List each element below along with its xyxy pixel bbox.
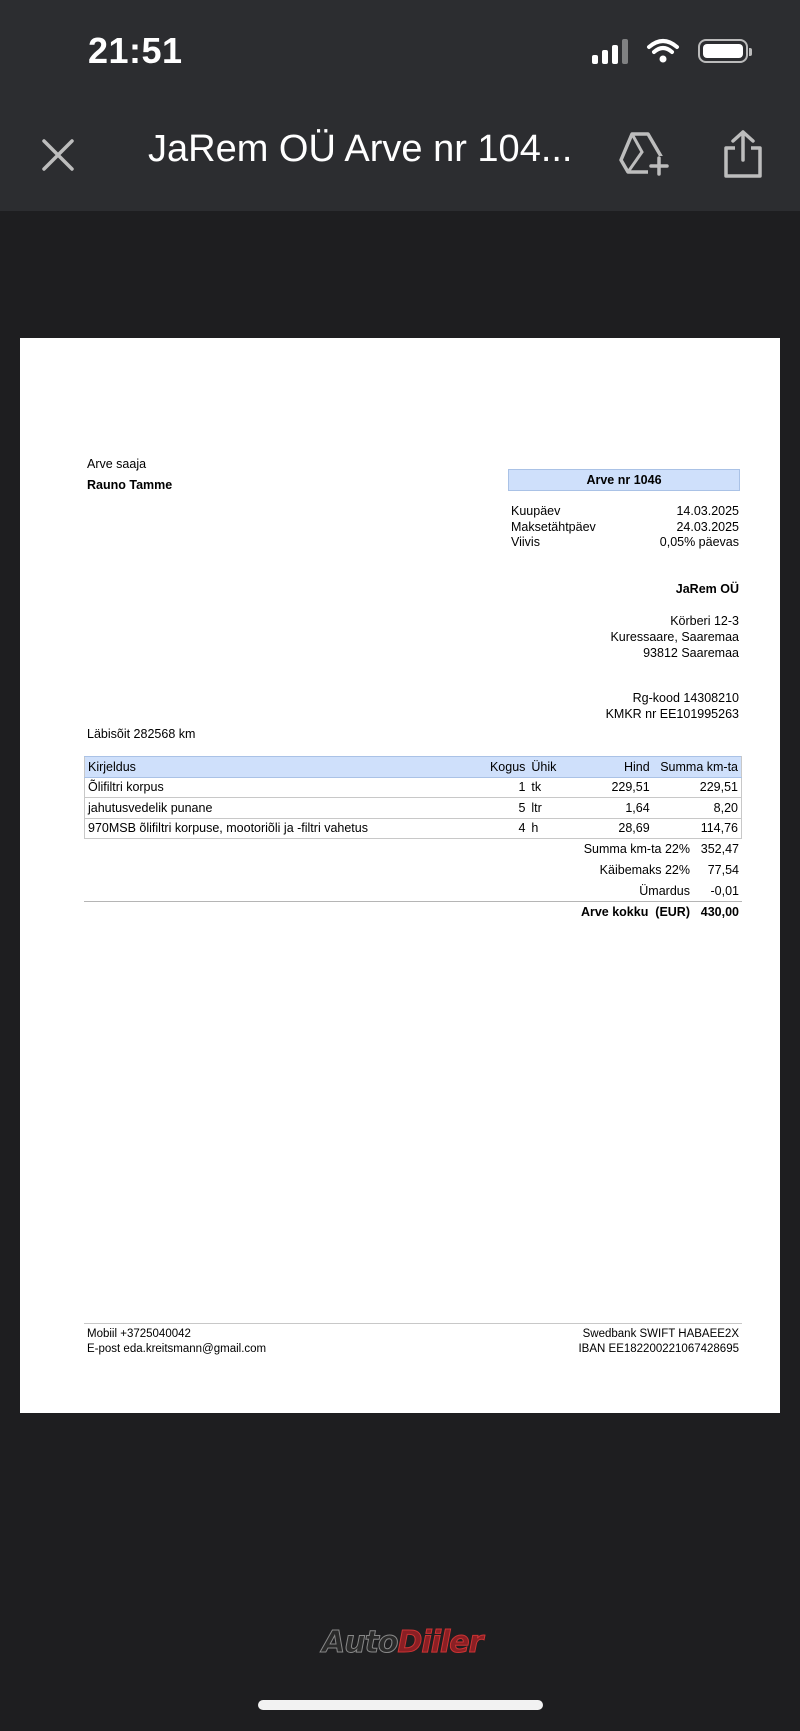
item-quantity: 5	[485, 798, 529, 819]
meta-value: 24.03.2025	[676, 519, 739, 534]
footer-swift: Swedbank SWIFT HABAEE2X	[582, 1328, 739, 1340]
table-row	[85, 777, 742, 798]
footer-bank	[500, 1327, 739, 1356]
total-row-rounding	[400, 881, 742, 902]
column-header: Summa km-ta	[653, 757, 742, 778]
item-description: jahutusvedelik punane	[85, 798, 485, 819]
meta-value: 0,05% päevas	[659, 535, 739, 549]
total-row-net	[400, 839, 742, 860]
item-price: 229,51	[592, 777, 653, 798]
top-app-bar	[0, 0, 800, 211]
footer-email: E-post eda.kreitsmann@gmail.com	[87, 1342, 267, 1355]
status-time: 21:51	[88, 30, 183, 71]
item-description: 970MSB õlifiltri korpuse, mootoriõli ja -filtri vahetus	[85, 818, 485, 839]
status-icons	[592, 38, 748, 64]
company-registration	[540, 690, 739, 722]
meta-value: 14.03.2025	[676, 504, 739, 518]
wifi-icon	[646, 38, 680, 64]
total-label: Ümardus	[639, 884, 690, 898]
share-icon[interactable]	[720, 128, 766, 180]
total-label: Summa km-ta 22%	[583, 842, 690, 856]
footer-contact	[87, 1327, 266, 1356]
meta-row-date	[511, 504, 739, 520]
item-price: 1,64	[592, 798, 653, 819]
total-label: Käibemaks 22%	[599, 863, 690, 877]
battery-icon	[698, 39, 748, 63]
item-quantity: 4	[485, 818, 529, 839]
total-value: 352,47	[700, 842, 739, 856]
item-sum: 114,76	[653, 818, 742, 839]
address-line: Kuressaare, Saaremaa	[610, 630, 739, 644]
meta-row-penalty	[511, 535, 739, 551]
vat-number: KMKR nr EE101995263	[605, 707, 739, 721]
total-value: 77,54	[707, 863, 739, 877]
meta-row-due-date	[511, 520, 739, 536]
document-title: JaRem OÜ Arve nr 104...	[148, 128, 573, 170]
watermark-part: Auto	[322, 1625, 398, 1660]
recipient-name: Rauno Tamme	[87, 478, 173, 492]
meta-label: Kuupäev	[511, 504, 561, 518]
invoice-number-title: Arve nr 1046	[508, 469, 740, 491]
reg-code: Rg-kood 14308210	[632, 691, 739, 705]
invoice-totals	[400, 839, 742, 902]
mileage: Läbisõit 282568 km	[87, 727, 196, 741]
item-unit: tk	[528, 777, 591, 798]
item-sum: 8,20	[653, 798, 742, 819]
meta-label: Viivis	[511, 535, 540, 549]
total-row-vat	[400, 860, 742, 881]
item-quantity: 1	[485, 777, 529, 798]
item-price: 28,69	[592, 818, 653, 839]
add-to-drive-icon[interactable]	[618, 130, 670, 176]
invoice-items-table	[84, 756, 742, 839]
close-icon[interactable]	[38, 135, 78, 175]
column-header: Hind	[592, 757, 653, 778]
table-row	[85, 818, 742, 839]
invoice-page	[20, 338, 780, 1413]
footer-divider	[84, 1323, 742, 1324]
autodiiler-watermark	[322, 1625, 482, 1660]
footer-iban: IBAN EE182200221067428695	[578, 1342, 739, 1355]
total-value: -0,01	[710, 884, 739, 898]
invoice-meta	[511, 504, 739, 551]
grand-total-label: Arve kokku (EUR)	[580, 905, 690, 919]
recipient-label: Arve saaja	[87, 457, 147, 471]
company-address	[540, 613, 739, 661]
table-row	[85, 798, 742, 819]
column-header: Kogus	[485, 757, 529, 778]
column-header: Kirjeldus	[85, 757, 485, 778]
address-line: 93812 Saaremaa	[643, 646, 739, 660]
home-indicator[interactable]	[258, 1700, 543, 1710]
grand-total	[400, 902, 742, 923]
footer-phone: Mobiil +3725040042	[87, 1328, 191, 1340]
grand-total-value: 430,00	[700, 905, 739, 919]
item-unit: ltr	[528, 798, 591, 819]
column-header: Ühik	[528, 757, 591, 778]
meta-label: Maksetähtpäev	[511, 519, 596, 534]
table-header-row	[85, 757, 742, 778]
item-description: Õlifiltri korpus	[85, 777, 485, 798]
company-name: JaRem OÜ	[675, 582, 739, 596]
item-sum: 229,51	[653, 777, 742, 798]
item-unit: h	[528, 818, 591, 839]
cellular-signal-icon	[592, 38, 628, 64]
address-line: Körberi 12-3	[670, 614, 739, 628]
watermark-part: Diiler	[397, 1625, 483, 1660]
